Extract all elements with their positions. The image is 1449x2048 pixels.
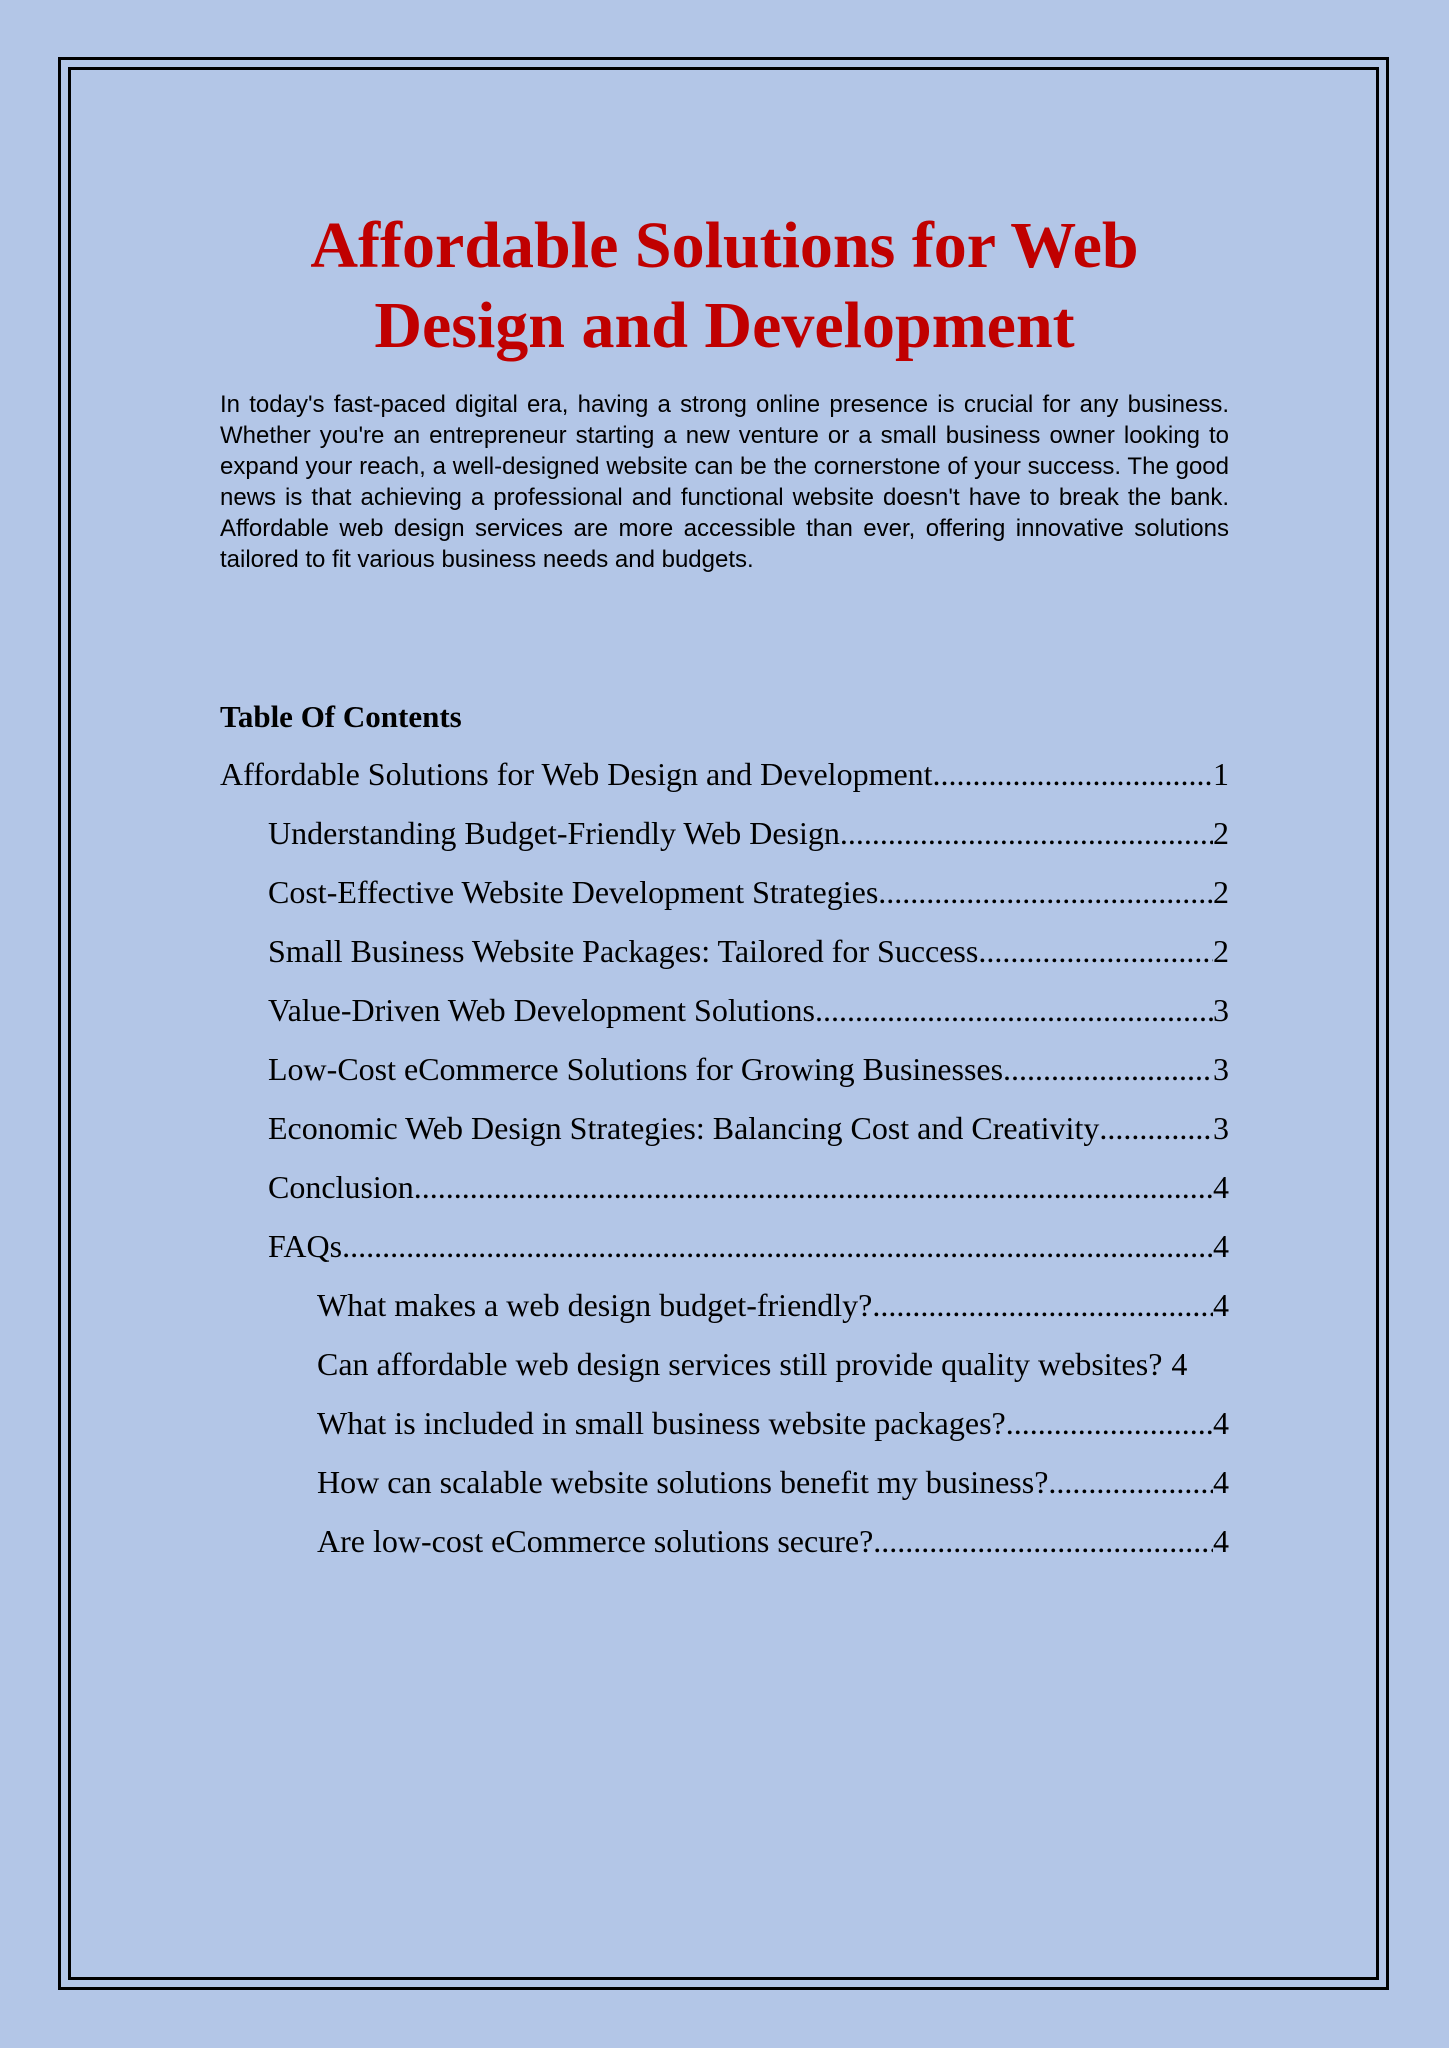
toc-page-number: 4	[1213, 1523, 1229, 1559]
toc-page-number: 1	[1213, 756, 1229, 792]
toc-entry-title: Are low-cost eCommerce solutions secure?	[317, 1523, 874, 1559]
toc-entry-title: FAQs	[268, 1228, 343, 1264]
toc-page-number: 3	[1213, 1051, 1229, 1087]
toc-entry[interactable]	[220, 1401, 1229, 1460]
toc-entry[interactable]	[220, 1165, 1229, 1224]
title-line-2: Design and Development	[374, 289, 1075, 362]
toc-page-number: 2	[1213, 874, 1229, 910]
toc-page-number: 3	[1213, 1110, 1229, 1146]
intro-paragraph: In today's fast-paced digital era, having a strong online presence is crucial for any business. Whether you're an entrepreneur starting a new venture or a small business owner looking to expand your reach, a well-designed website can be the cornerstone of your success. The good news is that achieving a professional and functional website doesn't have to break the bank. Affordable web design services are more accessible than ever, offering innovative solutions tailored to fit various business needs and budgets.	[220, 391, 1229, 573]
toc-page-number: 4	[1213, 1405, 1229, 1441]
toc-dot-leader	[1048, 1460, 1213, 1504]
toc-entry[interactable]	[220, 811, 1229, 870]
toc-dot-leader	[414, 1165, 1213, 1209]
toc-entry-title: Low-Cost eCommerce Solutions for Growing Businesses	[268, 1051, 1004, 1087]
toc-dot-leader	[1099, 1106, 1213, 1150]
toc-dot-leader	[872, 1283, 1213, 1327]
toc-entry-title: Cost-Effective Website Development Strategies	[268, 874, 879, 910]
toc-page-number: 4	[1213, 1464, 1229, 1500]
toc-page-number: 2	[1213, 815, 1229, 851]
toc-entry-title: Can affordable web design services still provide quality websites?	[317, 1346, 1163, 1382]
toc-dot-leader	[933, 752, 1213, 796]
toc-dot-leader	[815, 988, 1213, 1032]
toc-page-number: 4	[1213, 1287, 1229, 1323]
toc-entry-title: What is included in small business website packages?	[317, 1405, 1006, 1441]
toc-entry[interactable]	[220, 929, 1229, 988]
toc-heading: Table Of Contents	[220, 699, 462, 734]
toc-dot-leader	[873, 1519, 1213, 1563]
toc-page-number: 3	[1213, 992, 1229, 1028]
table-of-contents	[220, 752, 1229, 1578]
toc-page-number: 4	[1171, 1346, 1188, 1382]
toc-entry-title: Small Business Website Packages: Tailored for Success	[268, 933, 979, 969]
toc-dot-leader	[878, 870, 1213, 914]
toc-page-number: 4	[1213, 1169, 1229, 1205]
toc-entry[interactable]	[220, 1283, 1229, 1342]
toc-entry-title: Value-Driven Web Development Solutions	[268, 992, 815, 1028]
toc-page-number: 4	[1213, 1228, 1229, 1264]
toc-entry-title: Affordable Solutions for Web Design and Development	[220, 756, 933, 792]
toc-entry[interactable]	[220, 1047, 1229, 1106]
toc-entry-title: How can scalable website solutions benefit my business?	[317, 1464, 1049, 1500]
toc-entry[interactable]	[220, 1342, 1229, 1401]
toc-entry[interactable]	[220, 1224, 1229, 1283]
toc-entry[interactable]	[220, 1519, 1229, 1578]
toc-entry[interactable]	[220, 988, 1229, 1047]
toc-dot-leader	[1006, 1401, 1213, 1445]
toc-page-number: 2	[1213, 933, 1229, 969]
toc-dot-leader	[342, 1224, 1213, 1268]
toc-dot-leader	[978, 929, 1213, 973]
toc-dot-leader	[1003, 1047, 1213, 1091]
toc-entry[interactable]	[220, 752, 1229, 811]
toc-entry[interactable]	[220, 1106, 1229, 1165]
toc-entry[interactable]	[220, 1460, 1229, 1519]
document-title	[220, 206, 1229, 366]
toc-entry-title: Economic Web Design Strategies: Balancing Cost and Creativity	[268, 1110, 1100, 1146]
toc-entry-title: Understanding Budget-Friendly Web Design	[268, 815, 840, 851]
toc-entry[interactable]	[220, 870, 1229, 929]
title-line-1: Affordable Solutions for Web	[310, 209, 1139, 282]
toc-dot-leader	[840, 811, 1213, 855]
toc-entry-title: Conclusion	[268, 1169, 414, 1205]
toc-entry-title: What makes a web design budget-friendly?	[317, 1287, 873, 1323]
